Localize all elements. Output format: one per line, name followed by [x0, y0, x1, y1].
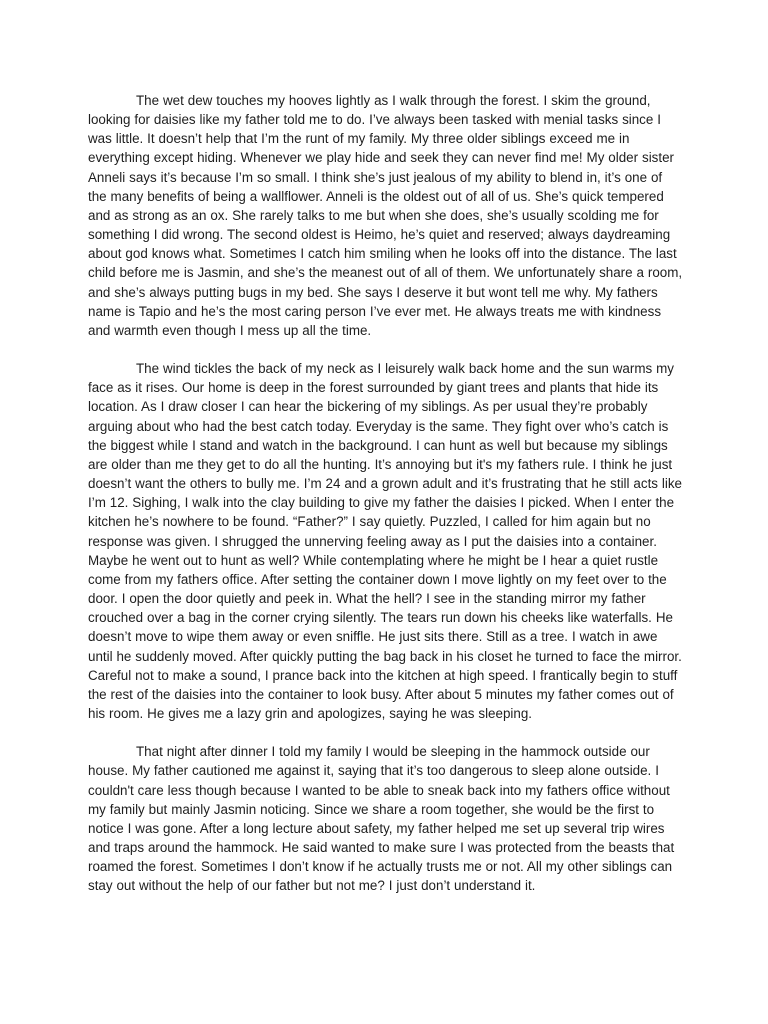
document-page	[88, 91, 684, 896]
body-paragraph: The wet dew touches my hooves lightly as I walk through the forest. I skim the ground, looking for daisies like my father told me to do. I’ve always been tasked with menial tasks since I was little. It doesn’t help that I’m the runt of my family. My three older siblings exceed me in everything except hiding. Whenever we play hide and seek they can never find me! My older sister Anneli says it’s because I’m so small. I think she’s just jealous of my ability to blend in, it’s one of the many benefits of being a wallflower. Anneli is the oldest out of all of us. She’s quick tempered and as strong as an ox. She rarely talks to me but when she does, she’s usually scolding me for something I did wrong. The second oldest is Heimo, he’s quiet and reserved; always daydreaming about god knows what. Sometimes I catch him smiling when he looks off into the distance. The last child before me is Jasmin, and she’s the meanest out of all of them. We unfortunately share a room, and she’s always putting bugs in my bed. She says I deserve it but wont tell me why. My fathers name is Tapio and he’s the most caring person I’ve ever met. He always treats me with kindness and warmth even though I mess up all the time.	[88, 93, 683, 338]
body-paragraph: The wind tickles the back of my neck as I leisurely walk back home and the sun warms my face as it rises. Our home is deep in the forest surrounded by giant trees and plants that hide its location. As I draw closer I can hear the bickering of my siblings. As per usual they’re probably arguing about who had the best catch today. Everyday is the same. They fight over who’s catch is the biggest while I stand and watch in the background. I can hunt as well but because my siblings are older than me they get to do all the hunting. It’s annoying but it's my fathers rule. I think he just doesn’t want the others to bully me. I’m 24 and a grown adult and it’s frustrating that he still acts like I’m 12. Sighing, I walk into the clay building to give my father the daisies I picked. When I enter the kitchen he’s nowhere to be found. “Father?” I say quietly. Puzzled, I called for him again but no response was given. I shrugged the unnerving feeling away as I put the daisies into a container. Maybe he went out to hunt as well? While contemplating where he might be I hear a quiet rustle come from my fathers office. After setting the container down I move lightly on my feet over to the door. I open the door quietly and peek in. What the hell? I see in the standing mirror my father crouched over a bag in the corner crying silently. The tears run down his cheeks like waterfalls. He doesn’t move to wipe them away or even sniffle. He just sits there. Still as a tree. I watch in awe until he suddenly moved. After quickly putting the bag back in his closet he turned to face the mirror. Careful not to make a sound, I prance back into the kitchen at high speed. I frantically begin to stuff the rest of the daisies into the container to look busy. After about 5 minutes my father comes out of his room. He gives me a lazy grin and apologizes, saying he was sleeping.	[88, 361, 682, 721]
body-paragraph: That night after dinner I told my family I would be sleeping in the hammock outside our house. My father cautioned me against it, saying that it’s too dangerous to sleep alone outside. I couldn't care less though because I wanted to be able to sneak back into my fathers office without my family but mainly Jasmin noticing. Since we share a room together, she would be the first to notice I was gone. After a long lecture about safety, my father helped me set up several trip wires and traps around the hammock. He said wanted to make sure I was protected from the beasts that roamed the forest. Sometimes I don’t know if he actually trusts me or not. All my other siblings can stay out without the help of our father but not me? I just don’t understand it.	[88, 744, 675, 894]
